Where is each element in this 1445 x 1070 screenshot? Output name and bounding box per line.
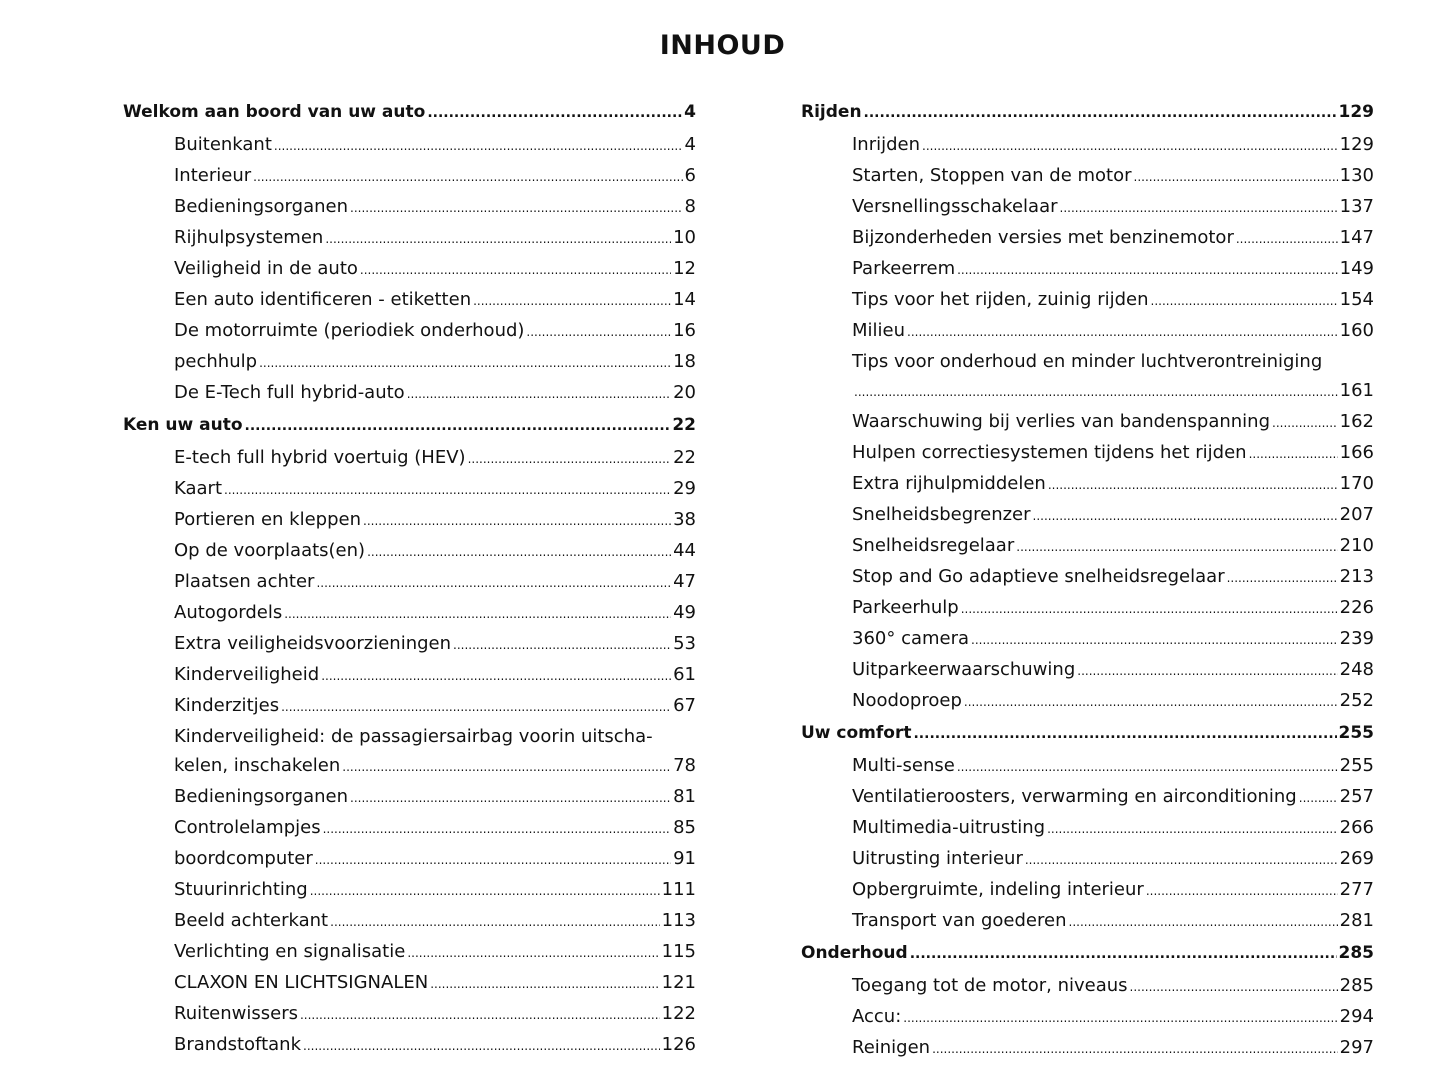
dot-leader xyxy=(932,1035,1338,1064)
toc-page-number: 49 xyxy=(673,602,696,623)
toc-entry[interactable] xyxy=(801,130,1374,161)
toc-page-number: 149 xyxy=(1339,258,1374,279)
toc-entry-label: Stuurinrichting xyxy=(174,879,308,900)
toc-section[interactable] xyxy=(801,717,1374,751)
dot-leader xyxy=(1025,846,1338,875)
toc-entry[interactable] xyxy=(123,505,696,536)
toc-entry-label: Kinderveiligheid: de passagiersairbag voorin uitscha- xyxy=(174,726,653,747)
toc-entry-label: Brandstoftank xyxy=(174,1034,302,1055)
dot-leader xyxy=(430,970,659,999)
toc-entry-label: Reinigen xyxy=(852,1037,931,1058)
toc-entry[interactable] xyxy=(801,875,1374,906)
toc-entry[interactable] xyxy=(123,161,696,192)
toc-page-number: 53 xyxy=(673,633,696,654)
toc-section-title: Welkom aan boord van uw auto xyxy=(123,102,426,122)
toc-entry[interactable] xyxy=(801,562,1374,593)
toc-page-number: 285 xyxy=(1338,943,1374,963)
toc-entry[interactable] xyxy=(801,438,1374,469)
dot-leader xyxy=(453,631,671,660)
dot-leader xyxy=(1060,194,1338,223)
toc-entry[interactable] xyxy=(801,316,1374,347)
toc-entry[interactable] xyxy=(801,655,1374,686)
dot-leader xyxy=(350,784,671,813)
dot-leader xyxy=(316,569,671,598)
toc-entry-label: Versnellingsschakelaar xyxy=(852,196,1058,217)
toc-page-number: 4 xyxy=(684,134,696,155)
toc-entry[interactable] xyxy=(123,782,696,813)
toc-left-column xyxy=(123,96,696,1061)
toc-page-number: 113 xyxy=(661,910,696,931)
toc-entry[interactable] xyxy=(123,567,696,598)
dot-leader xyxy=(342,753,671,782)
dot-leader xyxy=(281,693,671,722)
toc-entry[interactable] xyxy=(123,875,696,906)
dot-leader xyxy=(259,349,671,378)
dot-leader xyxy=(350,194,683,223)
dot-leader xyxy=(1069,908,1338,937)
dot-leader xyxy=(1130,973,1338,1002)
toc-page-number: 47 xyxy=(673,571,696,592)
toc-entry-label: Milieu xyxy=(852,320,906,341)
toc-page-number: 226 xyxy=(1339,597,1374,618)
toc-entry-label: Kaart xyxy=(174,478,223,499)
toc-page-number: 162 xyxy=(1339,411,1374,432)
toc-page-number: 78 xyxy=(673,755,696,776)
toc-entry-label: Ventilatieroosters, verwarming en airconditioning xyxy=(852,786,1297,807)
toc-entry[interactable] xyxy=(123,378,696,409)
dot-leader xyxy=(224,476,671,505)
toc-page-number: 154 xyxy=(1339,289,1374,310)
toc-entry-label: Transport van goederen xyxy=(852,910,1067,931)
toc-section[interactable] xyxy=(801,937,1374,971)
toc-entry-label: Snelheidsbegrenzer xyxy=(852,504,1031,525)
dot-leader xyxy=(907,318,1338,347)
toc-entry-label: Kinderveiligheid xyxy=(174,664,320,685)
toc-page-number: 20 xyxy=(673,382,696,403)
toc-entry[interactable] xyxy=(123,999,696,1030)
toc-entry-label-cont: kelen, inschakelen xyxy=(174,755,341,776)
toc-entry[interactable] xyxy=(123,443,696,474)
dot-leader xyxy=(1033,502,1338,531)
toc-page-number: 266 xyxy=(1339,817,1374,838)
toc-entry[interactable] xyxy=(801,686,1374,717)
toc-page-number: 22 xyxy=(673,447,696,468)
toc-page-number: 210 xyxy=(1339,535,1374,556)
toc-page-number: 12 xyxy=(673,258,696,279)
toc-section[interactable] xyxy=(801,96,1374,130)
toc-entry[interactable] xyxy=(801,1033,1374,1064)
toc-page-number: 207 xyxy=(1339,504,1374,525)
toc-page-number: 6 xyxy=(684,165,696,186)
dot-leader xyxy=(854,378,1338,407)
dot-leader xyxy=(961,595,1338,624)
toc-entry-label: Autogordels xyxy=(174,602,283,623)
toc-entry-label: Tips voor het rijden, zuinig rijden xyxy=(852,289,1149,310)
toc-entry-label: Op de voorplaats(en) xyxy=(174,540,366,561)
toc-entry[interactable] xyxy=(123,1030,696,1061)
toc-entry-label: CLAXON EN LICHTSIGNALEN xyxy=(174,972,429,993)
toc-entry-label: boordcomputer xyxy=(174,848,313,869)
dot-leader xyxy=(303,1032,660,1061)
dot-leader xyxy=(971,626,1338,655)
toc-entry[interactable] xyxy=(123,844,696,875)
dot-leader xyxy=(526,318,671,347)
toc-entry-label: pechhulp xyxy=(174,351,258,372)
toc-entry-label: Uitrusting interieur xyxy=(852,848,1023,869)
dot-leader xyxy=(1227,564,1338,593)
dot-leader xyxy=(367,538,671,567)
toc-page-number: 67 xyxy=(673,695,696,716)
toc-entry[interactable] xyxy=(123,660,696,691)
toc-page-number: 81 xyxy=(673,786,696,807)
toc-entry[interactable] xyxy=(801,782,1374,813)
toc-entry-label: Extra rijhulpmiddelen xyxy=(852,473,1046,494)
toc-entry[interactable] xyxy=(123,598,696,629)
toc-entry[interactable] xyxy=(801,223,1374,254)
toc-page-number: 170 xyxy=(1339,473,1374,494)
toc-entry[interactable] xyxy=(801,407,1374,438)
dot-leader xyxy=(427,97,682,130)
toc-entry[interactable] xyxy=(801,531,1374,562)
toc-page-number: 160 xyxy=(1339,320,1374,341)
toc-page-number: 161 xyxy=(1339,380,1374,401)
toc-page-number: 285 xyxy=(1339,975,1374,996)
toc-entry[interactable] xyxy=(801,500,1374,531)
toc-page-number: 269 xyxy=(1339,848,1374,869)
dot-leader xyxy=(325,225,671,254)
toc-page-number: 129 xyxy=(1338,102,1374,122)
toc-entry[interactable] xyxy=(123,722,696,782)
dot-leader xyxy=(922,132,1338,161)
toc-entry[interactable] xyxy=(123,285,696,316)
toc-section-title: Rijden xyxy=(801,102,862,122)
toc-page-number: 4 xyxy=(684,102,696,122)
toc-section[interactable] xyxy=(123,96,696,130)
toc-page-number: 115 xyxy=(661,941,696,962)
dot-leader xyxy=(1134,163,1338,192)
toc-entry-label: Starten, Stoppen van de motor xyxy=(852,165,1132,186)
dot-leader xyxy=(1151,287,1338,316)
toc-entry-label: Uitparkeerwaarschuwing xyxy=(852,659,1076,680)
toc-entry[interactable] xyxy=(123,223,696,254)
dot-leader xyxy=(964,688,1338,717)
toc-entry[interactable] xyxy=(801,844,1374,875)
toc-page-number: 14 xyxy=(673,289,696,310)
toc-right-column xyxy=(801,96,1374,1064)
toc-entry[interactable] xyxy=(123,192,696,223)
toc-entry-label: Buitenkant xyxy=(174,134,272,155)
toc-entry-label: Interieur xyxy=(174,165,252,186)
toc-page-number: 257 xyxy=(1339,786,1374,807)
dot-leader xyxy=(468,445,672,474)
toc-entry-label: Parkeerrem xyxy=(852,258,956,279)
toc-entry[interactable] xyxy=(801,1002,1374,1033)
toc-entry-label: Bijzonderheden versies met benzinemotor xyxy=(852,227,1234,248)
dot-leader xyxy=(253,163,682,192)
toc-page-number: 137 xyxy=(1339,196,1374,217)
toc-entry[interactable] xyxy=(801,285,1374,316)
toc-page-number: 248 xyxy=(1339,659,1374,680)
toc-entry[interactable] xyxy=(123,937,696,968)
toc-entry[interactable] xyxy=(123,347,696,378)
dot-leader xyxy=(903,1004,1337,1033)
dot-leader xyxy=(1249,440,1338,469)
toc-entry-label: 360° camera xyxy=(852,628,970,649)
toc-page-number: 44 xyxy=(673,540,696,561)
toc-entry-label: Veiligheid in de auto xyxy=(174,258,358,279)
toc-page-number: 277 xyxy=(1339,879,1374,900)
toc-page-number: 29 xyxy=(673,478,696,499)
toc-entry-label: Beeld achterkant xyxy=(174,910,329,931)
toc-entry[interactable] xyxy=(801,161,1374,192)
toc-entry-label: Waarschuwing bij verlies van bandenspanning xyxy=(852,411,1270,432)
toc-entry-label: Parkeerhulp xyxy=(852,597,959,618)
toc-entry[interactable] xyxy=(801,624,1374,655)
dot-leader xyxy=(360,256,671,285)
toc-section-title: Onderhoud xyxy=(801,943,908,963)
dot-leader xyxy=(1236,225,1338,254)
toc-entry-label: Stop and Go adaptieve snelheidsregelaar xyxy=(852,566,1225,587)
toc-section-title: Uw comfort xyxy=(801,723,912,743)
toc-page-number: 91 xyxy=(673,848,696,869)
toc-entry-label: Rijhulpsystemen xyxy=(174,227,324,248)
dot-leader xyxy=(407,380,671,409)
toc-page-number: 85 xyxy=(673,817,696,838)
toc-entry[interactable] xyxy=(801,593,1374,624)
dot-leader xyxy=(274,132,683,161)
toc-section[interactable] xyxy=(123,409,696,443)
dot-leader xyxy=(473,287,671,316)
dot-leader xyxy=(913,718,1336,751)
dot-leader xyxy=(957,753,1338,782)
dot-leader xyxy=(1272,409,1338,438)
toc-entry-label: De motorruimte (periodiek onderhoud) xyxy=(174,320,525,341)
dot-leader xyxy=(284,600,671,629)
toc-entry-label: Een auto identificeren - etiketten xyxy=(174,289,472,310)
toc-page-number: 8 xyxy=(684,196,696,217)
dot-leader xyxy=(910,938,1337,971)
dot-leader xyxy=(1299,784,1338,813)
toc-entry-label: Bedieningsorganen xyxy=(174,786,348,807)
toc-page-number: 281 xyxy=(1339,910,1374,931)
dot-leader xyxy=(957,256,1338,285)
toc-entry-label: Ruitenwissers xyxy=(174,1003,298,1024)
toc-page-number: 252 xyxy=(1339,690,1374,711)
dot-leader xyxy=(1047,815,1338,844)
dot-leader xyxy=(315,846,671,875)
toc-entry-label: Snelheidsregelaar xyxy=(852,535,1015,556)
dot-leader xyxy=(407,939,659,968)
toc-entry[interactable] xyxy=(801,469,1374,500)
toc-entry[interactable] xyxy=(123,254,696,285)
toc-page-number: 10 xyxy=(673,227,696,248)
dot-leader xyxy=(363,507,671,536)
dot-leader xyxy=(245,410,671,443)
toc-page-number: 255 xyxy=(1338,723,1374,743)
dot-leader xyxy=(323,815,672,844)
toc-page-number: 122 xyxy=(661,1003,696,1024)
dot-leader xyxy=(321,662,671,691)
toc-entry-continuation xyxy=(852,376,1374,407)
toc-section-title: Ken uw auto xyxy=(123,415,243,435)
toc-entry[interactable] xyxy=(123,813,696,844)
toc-entry[interactable] xyxy=(123,691,696,722)
dot-leader xyxy=(1077,657,1337,686)
toc-entry[interactable] xyxy=(123,629,696,660)
toc-entry[interactable] xyxy=(801,751,1374,782)
toc-page-number: 166 xyxy=(1339,442,1374,463)
toc-entry-label: Multimedia-uitrusting xyxy=(852,817,1046,838)
toc-entry[interactable] xyxy=(801,254,1374,285)
toc-page-number: 61 xyxy=(673,664,696,685)
dot-leader xyxy=(1048,471,1338,500)
dot-leader xyxy=(310,877,660,906)
toc-entry-label: Portieren en kleppen xyxy=(174,509,362,530)
toc-page-number: 239 xyxy=(1339,628,1374,649)
dot-leader xyxy=(300,1001,660,1030)
toc-entry[interactable] xyxy=(801,971,1374,1002)
toc-page-number: 111 xyxy=(661,879,696,900)
toc-entry-continuation xyxy=(174,751,696,782)
toc-page-number: 255 xyxy=(1339,755,1374,776)
toc-entry-label: Extra veiligheidsvoorzieningen xyxy=(174,633,452,654)
toc-entry[interactable] xyxy=(801,347,1374,407)
toc-entry-label: E-tech full hybrid voertuig (HEV) xyxy=(174,447,466,468)
toc-entry-label: Accu: xyxy=(852,1006,902,1027)
toc-entry-label: Plaatsen achter xyxy=(174,571,315,592)
toc-page-number: 129 xyxy=(1339,134,1374,155)
toc-entry-label: Toegang tot de motor, niveaus xyxy=(852,975,1128,996)
toc-page-number: 297 xyxy=(1339,1037,1374,1058)
dot-leader xyxy=(1146,877,1338,906)
toc-entry[interactable] xyxy=(801,906,1374,937)
toc-entry-label: Kinderzitjes xyxy=(174,695,280,716)
toc-entry-label: Multi-sense xyxy=(852,755,955,776)
toc-entry[interactable] xyxy=(123,968,696,999)
toc-entry[interactable] xyxy=(801,813,1374,844)
toc-page-number: 121 xyxy=(661,972,696,993)
dot-leader xyxy=(1016,533,1337,562)
toc-entry-label: Opbergruimte, indeling interieur xyxy=(852,879,1144,900)
toc-page-number: 130 xyxy=(1339,165,1374,186)
toc-entry[interactable] xyxy=(123,130,696,161)
dot-leader xyxy=(864,97,1337,130)
toc-page-number: 22 xyxy=(672,415,696,435)
toc-entry[interactable] xyxy=(801,192,1374,223)
toc-entry[interactable] xyxy=(123,906,696,937)
toc-page-number: 16 xyxy=(673,320,696,341)
toc-page-number: 294 xyxy=(1339,1006,1374,1027)
page-title: INHOUD xyxy=(659,30,786,61)
toc-entry-label: Verlichting en signalisatie xyxy=(174,941,406,962)
toc-page-number: 38 xyxy=(673,509,696,530)
toc-entry[interactable] xyxy=(123,474,696,505)
toc-entry[interactable] xyxy=(123,536,696,567)
toc-entry-label: Noodoproep xyxy=(852,690,962,711)
toc-page-number: 18 xyxy=(673,351,696,372)
toc-entry-label: Controlelampjes xyxy=(174,817,321,838)
toc-entry-label: De E-Tech full hybrid-auto xyxy=(174,382,405,403)
toc-entry-label: Hulpen correctiesystemen tijdens het rijden xyxy=(852,442,1247,463)
toc-entry-label: Inrijden xyxy=(852,134,921,155)
toc-page-number: 213 xyxy=(1339,566,1374,587)
toc-entry-label: Tips voor onderhoud en minder luchtverontreiniging xyxy=(852,351,1323,372)
toc-page-number: 147 xyxy=(1339,227,1374,248)
toc-entry[interactable] xyxy=(123,316,696,347)
dot-leader xyxy=(330,908,660,937)
toc-entry-label: Bedieningsorganen xyxy=(174,196,348,217)
toc-page-number: 126 xyxy=(661,1034,696,1055)
